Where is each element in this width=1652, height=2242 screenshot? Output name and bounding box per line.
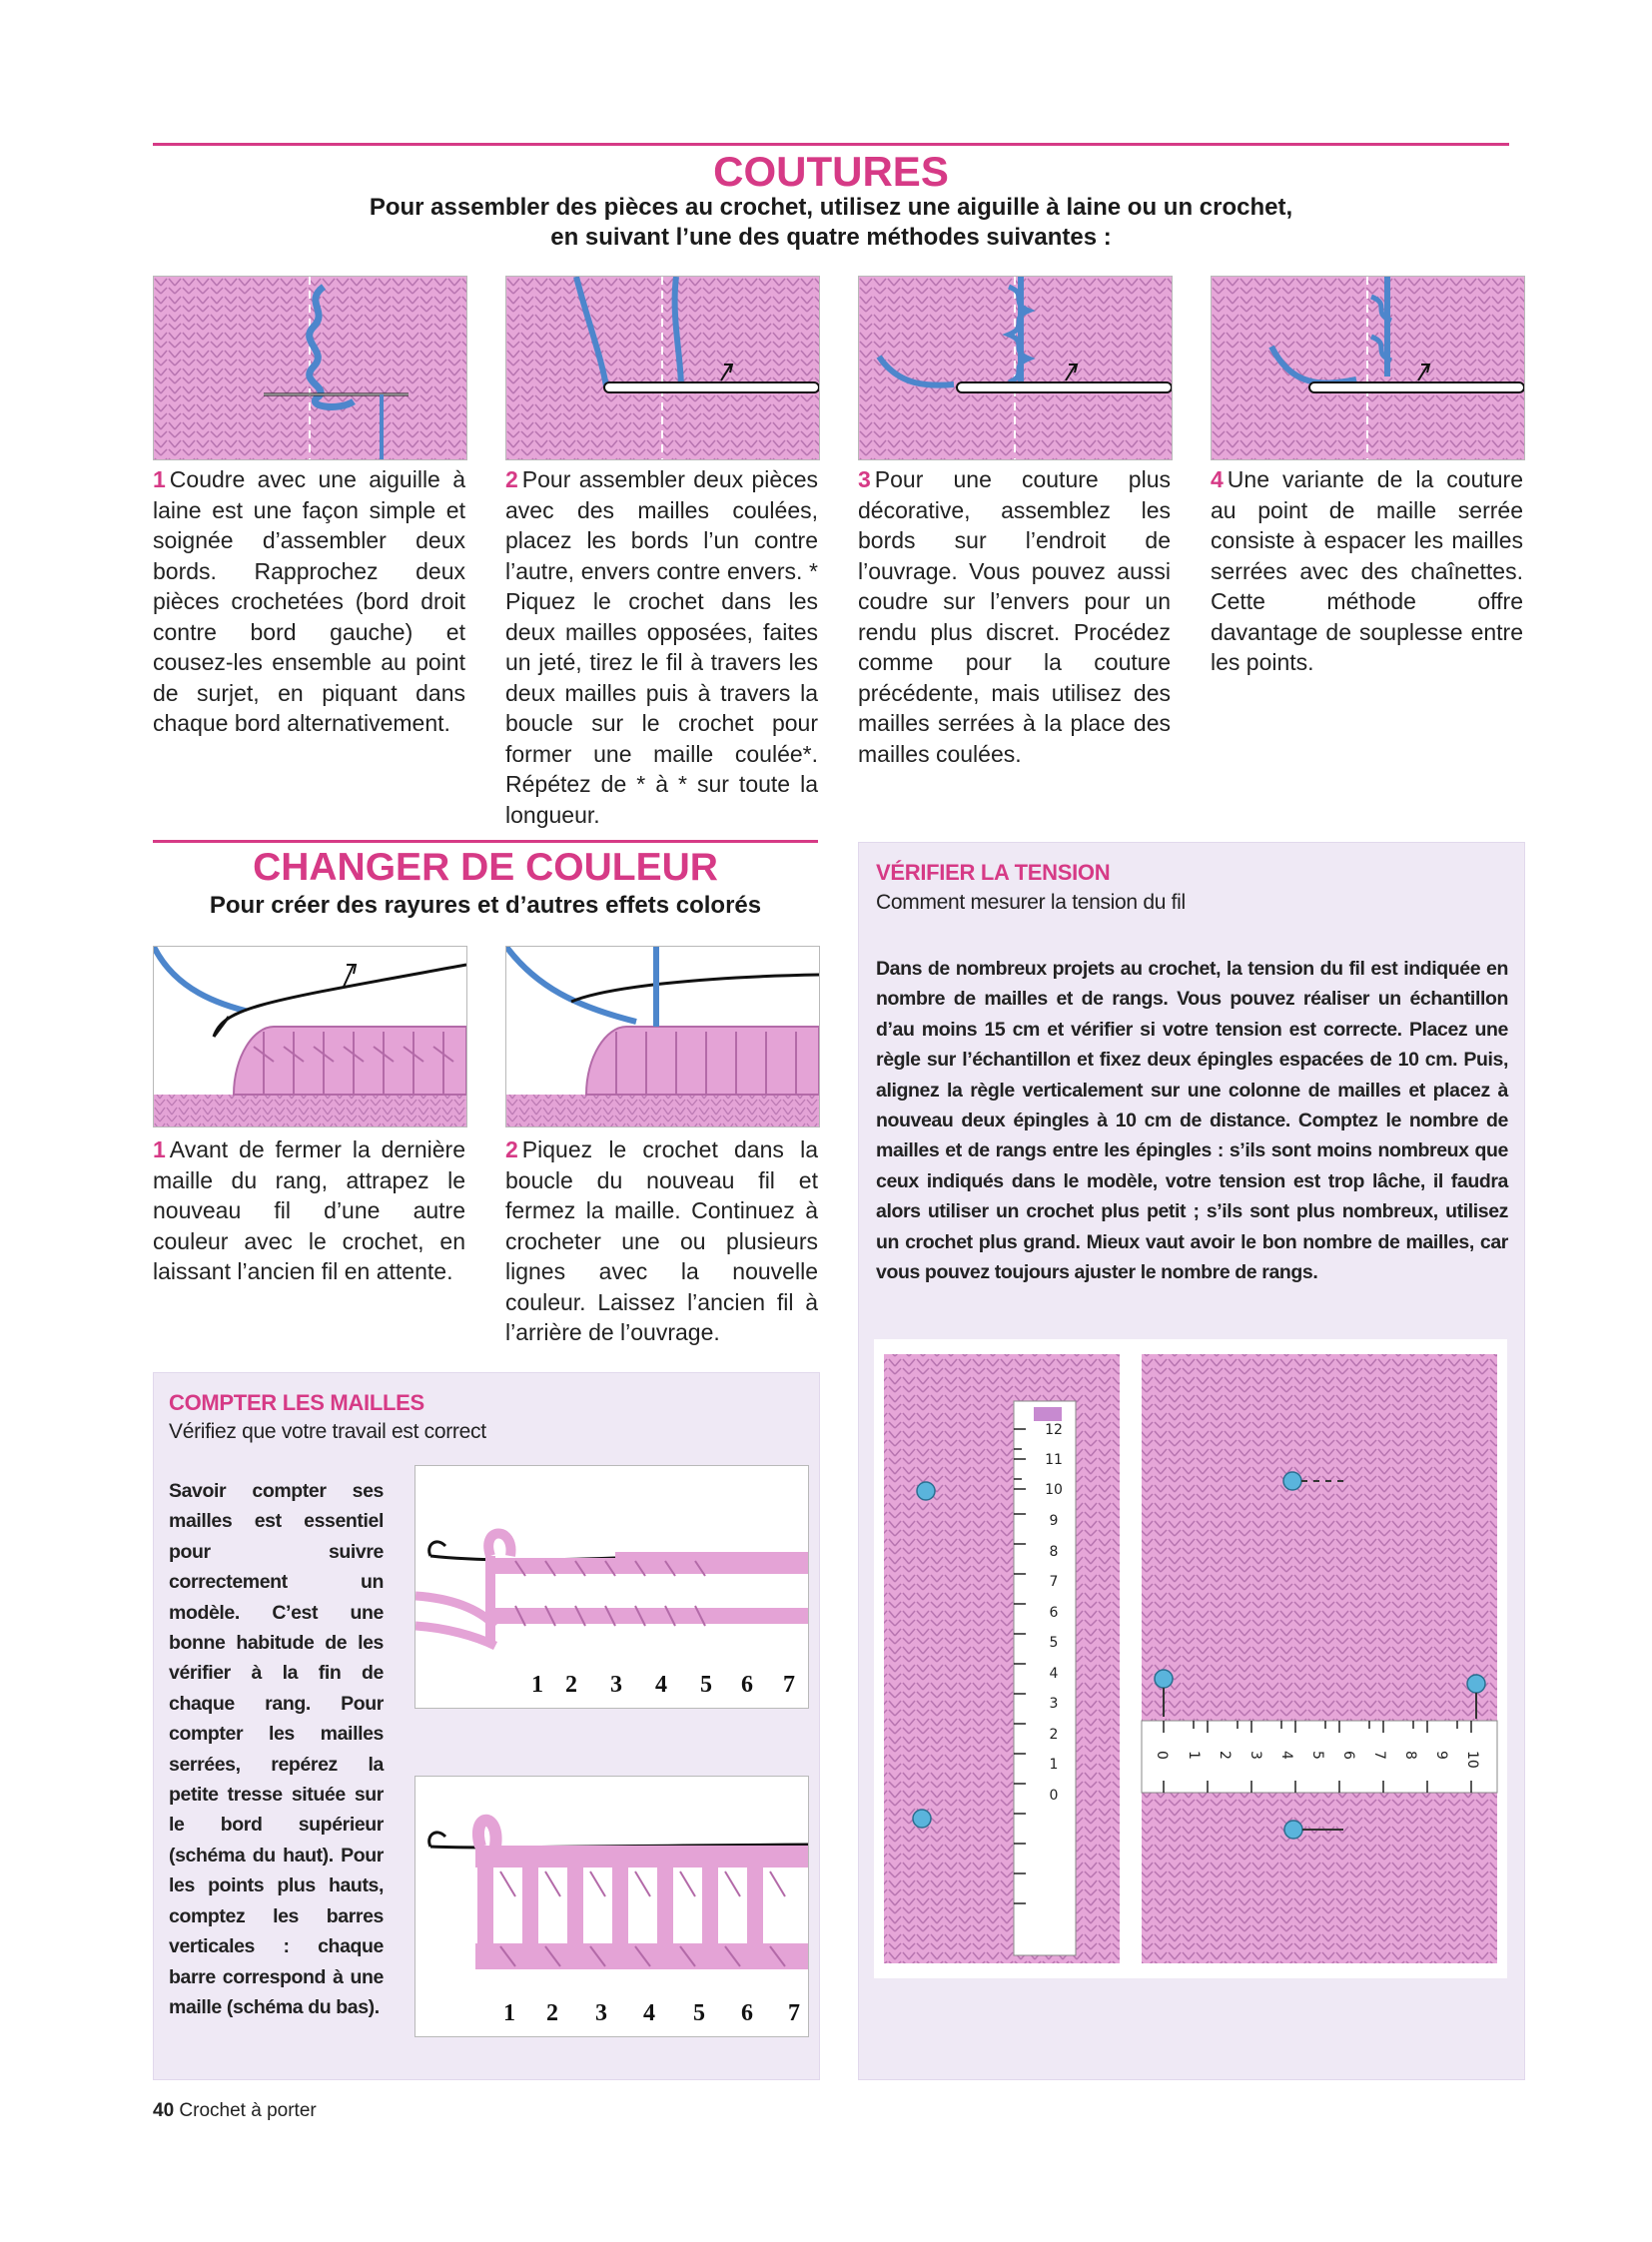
hruler-label: 0	[1154, 1751, 1170, 1760]
vruler-label: 12	[1045, 1422, 1063, 1438]
couture-method-3	[858, 464, 1171, 769]
changer-illustration-1	[153, 946, 467, 1127]
vruler-label: 10	[1045, 1482, 1063, 1498]
pin-icon	[1284, 1821, 1302, 1839]
vruler-label: 2	[1049, 1727, 1059, 1743]
step-number: 2	[505, 1136, 518, 1162]
hruler-label: 5	[1309, 1751, 1325, 1760]
method-number: 4	[1211, 466, 1224, 492]
method-number: 1	[153, 466, 166, 492]
couture-method-4	[1211, 464, 1523, 678]
count-top-num-2: 2	[565, 1672, 577, 1698]
count-top-num-5: 5	[700, 1672, 712, 1698]
couture-illustration-2	[505, 276, 820, 460]
count-bottom-num-1: 1	[503, 2000, 515, 2026]
couture-illustration-4	[1211, 276, 1525, 460]
pin-icon	[1283, 1472, 1301, 1490]
count-top-num-4: 4	[655, 1672, 667, 1698]
count-bottom-num-5: 5	[693, 2000, 705, 2026]
method-text: Pour assembler deux pièces avec des mailles coulées, placez les bords l’un contre l’autre, envers contre envers. * Piquez le crochet dans les deux mailles opposées, faites un jeté, tirez le fil à travers les deux mailles puis à travers la boucle sur le crochet pour former une maille coulée*. Répétez de * à * sur toute la longueur.	[505, 466, 818, 828]
count-bottom-num-6: 6	[741, 2000, 753, 2026]
hruler-label: 1	[1186, 1751, 1202, 1760]
changer-step-1	[153, 1134, 465, 1287]
compter-subtitle: Vérifiez que votre travail est correct	[169, 1420, 486, 1443]
vruler-label: 3	[1049, 1696, 1059, 1712]
count-top-num-1: 1	[531, 1672, 543, 1698]
method-number: 2	[505, 466, 518, 492]
count-bottom-num-7: 7	[788, 2000, 800, 2026]
count-top-num-6: 6	[741, 1672, 753, 1698]
vruler-label: 9	[1049, 1513, 1059, 1529]
couture-illustration-3	[858, 276, 1173, 460]
count-top-num-7: 7	[783, 1672, 795, 1698]
coutures-subtitle-line2: en suivant l’une des quatre méthodes suivantes :	[550, 224, 1112, 251]
hruler-label: 9	[1433, 1751, 1449, 1760]
tension-subtitle: Comment mesurer la tension du fil	[876, 891, 1186, 914]
hruler-label: 4	[1278, 1751, 1294, 1760]
tension-title: VÉRIFIER LA TENSION	[876, 860, 1111, 885]
count-bottom-num-2: 2	[546, 2000, 558, 2026]
tension-text: Dans de nombreux projets au crochet, la tension du fil est indiquée en nombre de mailles et de rangs. Vous pouvez réaliser un échantillon d’au moins 15 cm et vérifier si votre tension est correcte. Placez une règle sur l’échantillon et fixez deux épingles espacées de 10 cm. Puis, alignez la règle verticalement sur une colonne de mailles et placez à nouveau deux épingles à 10 cm de distance. Comptez le nombre de mailles et de rangs entre les épingles : s’ils sont moins nombreux que ceux indiqués dans le modèle, votre tension est trop lâche, il faudra alors utiliser un crochet plus petit ; s’ils sont plus nombreux, utilisez un crochet plus grand. Mieux vaut avoir le bon nombre de mailles, car vous pouvez toujours ajuster le nombre de rangs.	[876, 958, 1508, 1284]
vruler-label: 0	[1049, 1788, 1059, 1804]
pin-icon	[913, 1810, 931, 1828]
method-number: 3	[858, 466, 871, 492]
changer-title: CHANGER DE COULEUR	[253, 846, 718, 889]
count-bottom-num-4: 4	[643, 2000, 655, 2026]
compter-text: Savoir compter ses mailles est essentiel pour suivre correctement un modèle. C’est une bonne habitude de les vérifier à la fin de chaque rang. Pour compter les mailles serrées, repérez la petite tresse située sur le bord supérieur (schéma du haut). Pour les points plus hauts, comptez les barres verticales : chaque barre correspond à une maille (schéma du bas).	[169, 1480, 384, 2018]
vruler-label: 6	[1049, 1605, 1059, 1621]
count-diagram-top	[414, 1465, 809, 1709]
changer-illustration-2	[505, 946, 820, 1127]
couture-method-1	[153, 464, 465, 739]
vruler-label: 5	[1049, 1635, 1059, 1651]
hruler-label: 7	[1371, 1751, 1387, 1760]
vruler-label: 11	[1045, 1452, 1063, 1468]
vruler-label: 7	[1049, 1574, 1059, 1590]
count-top-num-3: 3	[610, 1672, 622, 1698]
changer-step-2	[505, 1134, 818, 1348]
page-number: 40	[153, 2100, 175, 2121]
couture-method-2	[505, 464, 818, 830]
coutures-subtitle-line1: Pour assembler des pièces au crochet, utilisez une aiguille à laine ou un crochet,	[369, 194, 1293, 221]
method-text: Pour une couture plus décorative, assemblez les bords sur l’endroit de l’ouvrage. Vous pouvez aussi coudre sur l’envers pour un rendu plus discret. Procédez comme pour la couture précédente, mais utilisez des mailles serrées à la place des mailles coulées.	[858, 466, 1171, 767]
couture-illustration-1	[153, 276, 467, 460]
hruler-label: 10	[1464, 1751, 1480, 1769]
coutures-title: COUTURES	[713, 148, 949, 195]
method-text: Coudre avec une aiguille à laine est une façon simple et soignée d’assembler deux bords. Rapprochez deux pièces crochetées (bord droit contre bord gauche) et cousez-les ensemble au point de surjet, en piquant dans chaque bord alternativement.	[153, 466, 465, 736]
count-bottom-num-3: 3	[595, 2000, 607, 2026]
hruler-label: 6	[1340, 1751, 1356, 1760]
pin-icon	[1467, 1675, 1485, 1693]
step-text: Avant de fermer la dernière maille du rang, attrapez le nouveau fil d’une autre couleur avec le crochet, en laissant l’ancien fil en attente.	[153, 1136, 465, 1284]
hruler-label: 3	[1247, 1751, 1263, 1760]
pin-icon	[1155, 1670, 1173, 1688]
method-text: Une variante de la couture au point de maille serrée consiste à espacer les mailles serrées avec des chaînettes. Cette méthode offre davantage de souplesse entre les points.	[1211, 466, 1523, 675]
publication-name: Crochet à porter	[179, 2100, 317, 2121]
count-diagram-bottom	[414, 1776, 809, 2037]
vruler-label: 4	[1049, 1666, 1059, 1682]
page-footer	[153, 2100, 317, 2122]
changer-subtitle: Pour créer des rayures et d’autres effets colorés	[209, 892, 762, 919]
step-text: Piquez le crochet dans la boucle du nouveau fil et fermez la maille. Continuez à crocheter une ou plusieurs lignes avec la nouvelle couleur. Laissez l’ancien fil à l’arrière de l’ouvrage.	[505, 1136, 818, 1345]
step-number: 1	[153, 1136, 166, 1162]
compter-title: COMPTER LES MAILLES	[169, 1390, 424, 1415]
vruler-label: 1	[1049, 1757, 1059, 1773]
pin-icon	[917, 1482, 935, 1500]
hruler-label: 8	[1402, 1751, 1418, 1760]
vruler-label: 8	[1049, 1544, 1059, 1560]
hruler-label: 2	[1217, 1751, 1233, 1760]
tension-swatches-panel	[874, 1339, 1507, 1978]
